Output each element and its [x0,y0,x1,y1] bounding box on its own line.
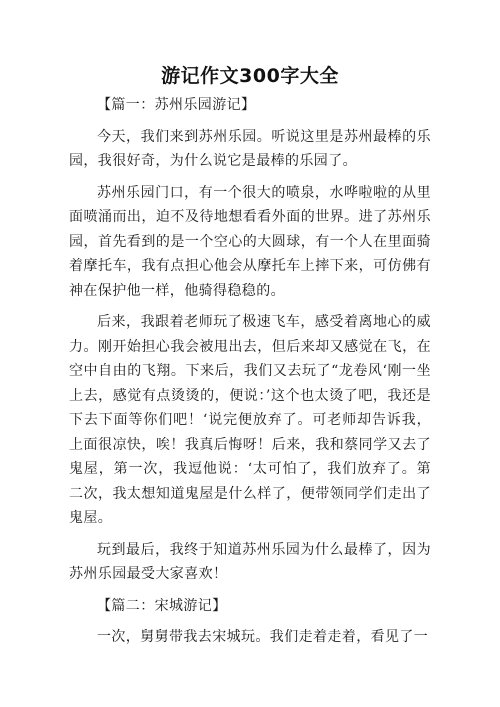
paragraph: 后来，我跟着老师玩了极速飞车，感受着离地心的威力。刚开始担心我会被甩出去，但后来却又感觉在飞，在空中自由的飞翔。下来后，我们又去玩了“龙卷风‘刚一坐上去，感觉有点烫烫的，便说：’这个也太烫了吧，我还是下去下面等你们吧！‘说完便放弃了。可老师却告诉我，上面很凉快，唉！我真后悔呀！后来，我和蔡同学又去了鬼屋，第一次，我逗他说：‘太可怕了，我们放弃了。第二次，我太想知道鬼屋是什么样了，便带领同学们走出了鬼屋。 [69,314,431,526]
paragraph: 一次，舅舅带我去宋城玩。我们走着走着，看见了一 [97,629,429,645]
section-heading-1: 【篇一：苏州乐园游记】 [97,97,256,113]
document-title: 游记作文300字大全 [161,65,339,87]
paragraph: 今天，我们来到苏州乐园。听说这里是苏州最棒的乐园，我很好奇，为什么说它是最棒的乐园了。 [69,128,431,169]
paragraph: 苏州乐园门口，有一个很大的喷泉，水哗啦啦的从里面喷涌而出，迫不及待地想看看外面的世界。进了苏州乐园，首先看到的是一个空心的大圆球，有一个人在里面骑着摩托车，我有点担心他会从摩托车上摔下来，可仿佛有神在保护他一样，他骑得稳稳的。 [69,184,431,299]
section-heading-2: 【篇二：宋城游记】 [97,597,227,614]
document-body [69,93,431,657]
paragraph: 玩到最后，我终于知道苏州乐园为什么最棒了，因为苏州乐园最受大家喜欢！ [69,541,431,582]
